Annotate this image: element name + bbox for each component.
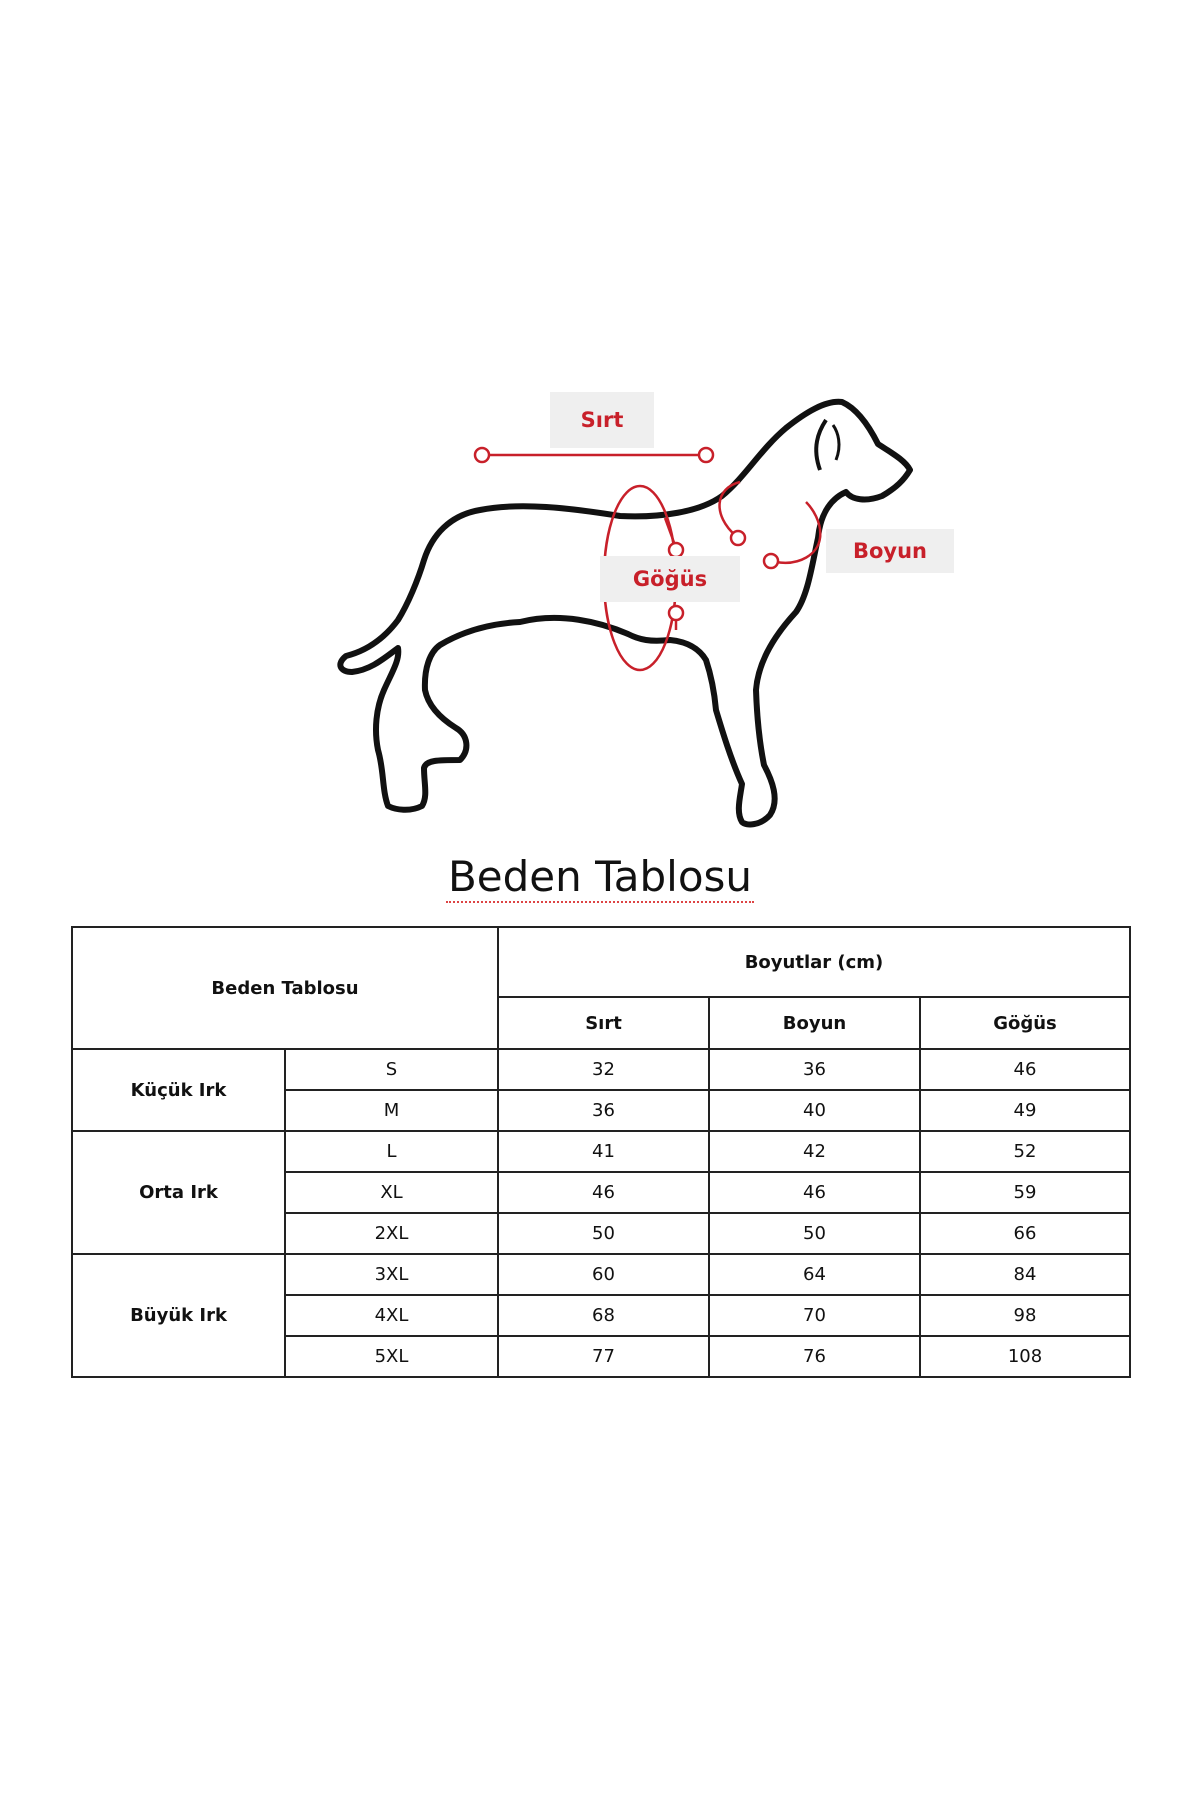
size-cell: 2XL (285, 1213, 498, 1254)
table-row (72, 1254, 1130, 1295)
neck-label: Boyun (826, 529, 954, 573)
corner-header: Beden Tablosu (72, 927, 498, 1049)
dog-measurement-diagram (0, 0, 1200, 870)
back-cell: 77 (498, 1336, 709, 1377)
neck-cell: 40 (709, 1090, 920, 1131)
chest-cell: 49 (920, 1090, 1130, 1131)
table-row (72, 1131, 1130, 1172)
page-title (0, 852, 1200, 901)
back-cell: 68 (498, 1295, 709, 1336)
size-cell: L (285, 1131, 498, 1172)
breed-label: Küçük Irk (72, 1049, 285, 1131)
breed-label: Orta Irk (72, 1131, 285, 1254)
chest-cell: 108 (920, 1336, 1130, 1377)
back-cell: 32 (498, 1049, 709, 1090)
back-label: Sırt (550, 392, 654, 448)
chest-cell: 52 (920, 1131, 1130, 1172)
neck-cell: 70 (709, 1295, 920, 1336)
neck-cell: 36 (709, 1049, 920, 1090)
size-cell: S (285, 1049, 498, 1090)
back-cell: 46 (498, 1172, 709, 1213)
back-cell: 36 (498, 1090, 709, 1131)
column-header-back: Sırt (498, 997, 709, 1049)
neck-cell: 50 (709, 1213, 920, 1254)
back-cell: 60 (498, 1254, 709, 1295)
back-cell: 50 (498, 1213, 709, 1254)
size-cell: 5XL (285, 1336, 498, 1377)
back-cell: 41 (498, 1131, 709, 1172)
table-row (72, 1049, 1130, 1090)
column-header-neck: Boyun (709, 997, 920, 1049)
size-cell: M (285, 1090, 498, 1131)
chest-cell: 66 (920, 1213, 1130, 1254)
dimensions-header: Boyutlar (cm) (498, 927, 1130, 997)
dog-eye (833, 425, 839, 460)
dog-silhouette (340, 402, 910, 825)
breed-label: Büyük Irk (72, 1254, 285, 1377)
chest-cell: 98 (920, 1295, 1130, 1336)
chest-cell: 84 (920, 1254, 1130, 1295)
back-measurement (475, 448, 713, 462)
size-cell: 4XL (285, 1295, 498, 1336)
chest-cell: 59 (920, 1172, 1130, 1213)
chest-label: Göğüs (600, 556, 740, 602)
neck-cell: 64 (709, 1254, 920, 1295)
chest-cell: 46 (920, 1049, 1130, 1090)
size-chart-table (71, 926, 1131, 1378)
table-header-row (72, 927, 1130, 997)
neck-cell: 42 (709, 1131, 920, 1172)
dog-ear (816, 420, 826, 470)
neck-cell: 46 (709, 1172, 920, 1213)
size-cell: XL (285, 1172, 498, 1213)
size-cell: 3XL (285, 1254, 498, 1295)
neck-cell: 76 (709, 1336, 920, 1377)
column-header-chest: Göğüs (920, 997, 1130, 1049)
page-title-text: Beden Tablosu (447, 852, 753, 901)
